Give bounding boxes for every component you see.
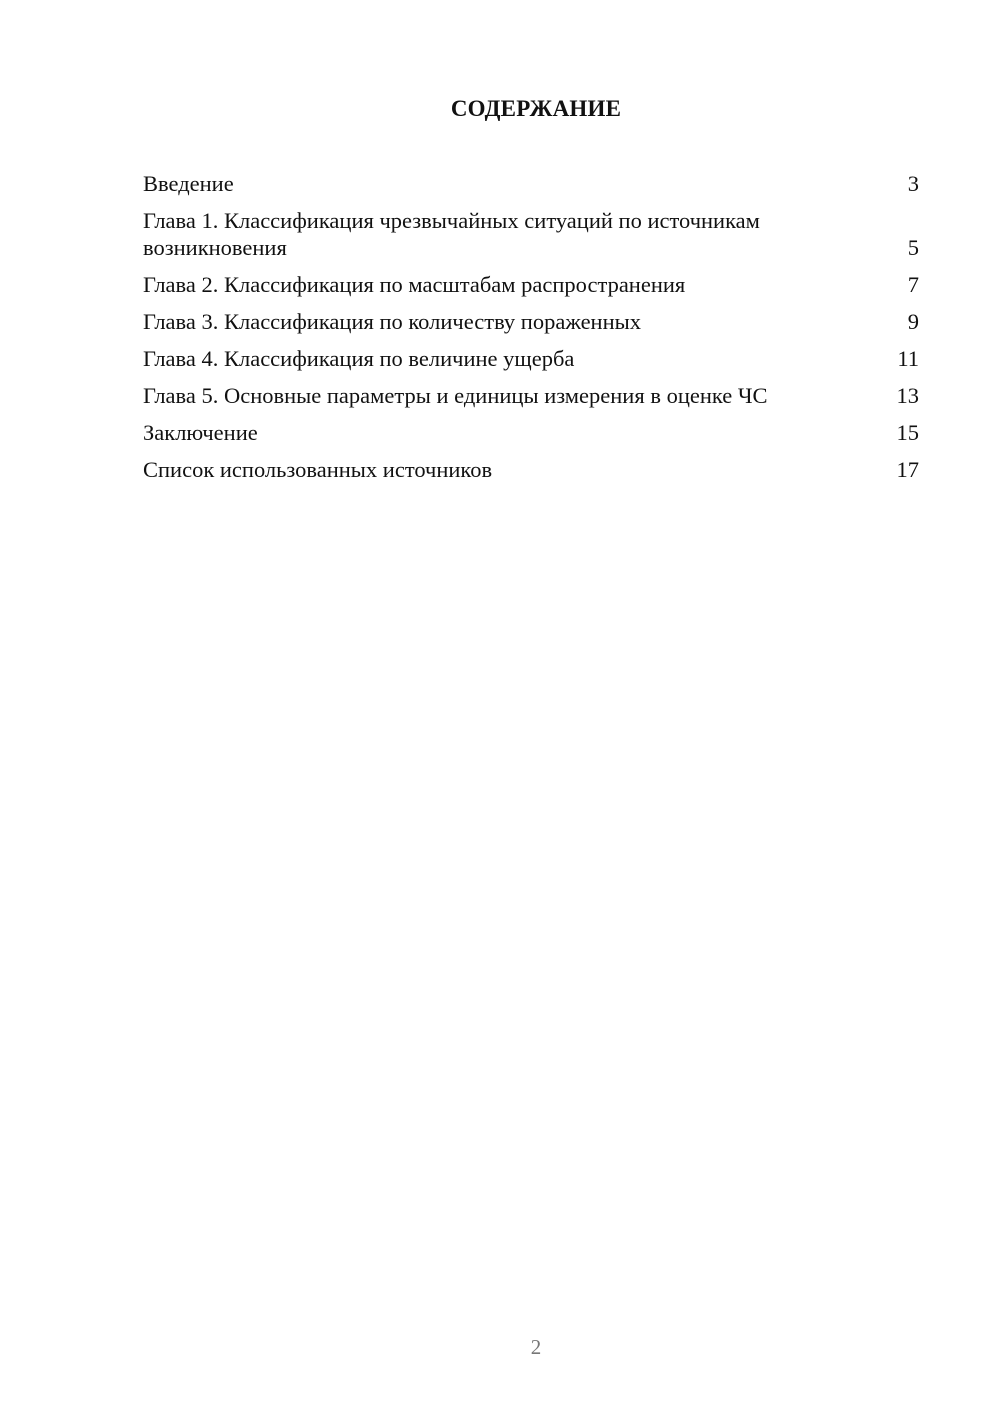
toc-entry-page: 17 (896, 457, 919, 482)
toc-entry-title: Глава 1. Классификация чрезвычайных ситуаций по источникам возникновения (143, 208, 760, 260)
toc-entry-page: 5 (907, 235, 919, 260)
toc-entry-page: 7 (907, 272, 919, 297)
toc-entry-title: Глава 5. Основные параметры и единицы измерения в оценке ЧС (143, 383, 768, 408)
toc-entry-title: Глава 4. Классификация по величине ущерба (143, 346, 575, 371)
page-number: 2 (530, 1335, 542, 1359)
toc-entry-page: 9 (907, 309, 919, 334)
toc-entry-title: Глава 3. Классификация по количеству пораженных (143, 309, 642, 334)
toc-entry-title: Введение (143, 171, 234, 196)
toc-entry-chapter-5 (143, 382, 919, 409)
toc-entry-page: 15 (896, 420, 919, 445)
toc-entry-conclusion (143, 419, 919, 446)
toc-entry-title: Глава 2. Классификация по масштабам распространения (143, 272, 686, 297)
toc-heading: СОДЕРЖАНИЕ (450, 96, 622, 121)
toc-entry-chapter-3 (143, 308, 919, 335)
toc-entry-introduction (143, 170, 919, 197)
toc-entry-page: 11 (897, 346, 919, 371)
toc-entry-references (143, 456, 919, 483)
toc-entry-chapter-2 (143, 271, 919, 298)
table-of-contents (143, 170, 919, 493)
toc-entry-title: Список использованных источников (143, 457, 493, 482)
toc-entry-page: 3 (907, 171, 919, 196)
toc-entry-chapter-4 (143, 345, 919, 372)
toc-entry-chapter-1 (143, 207, 919, 261)
toc-entry-title: Заключение (143, 420, 258, 445)
toc-entry-page: 13 (896, 383, 919, 408)
